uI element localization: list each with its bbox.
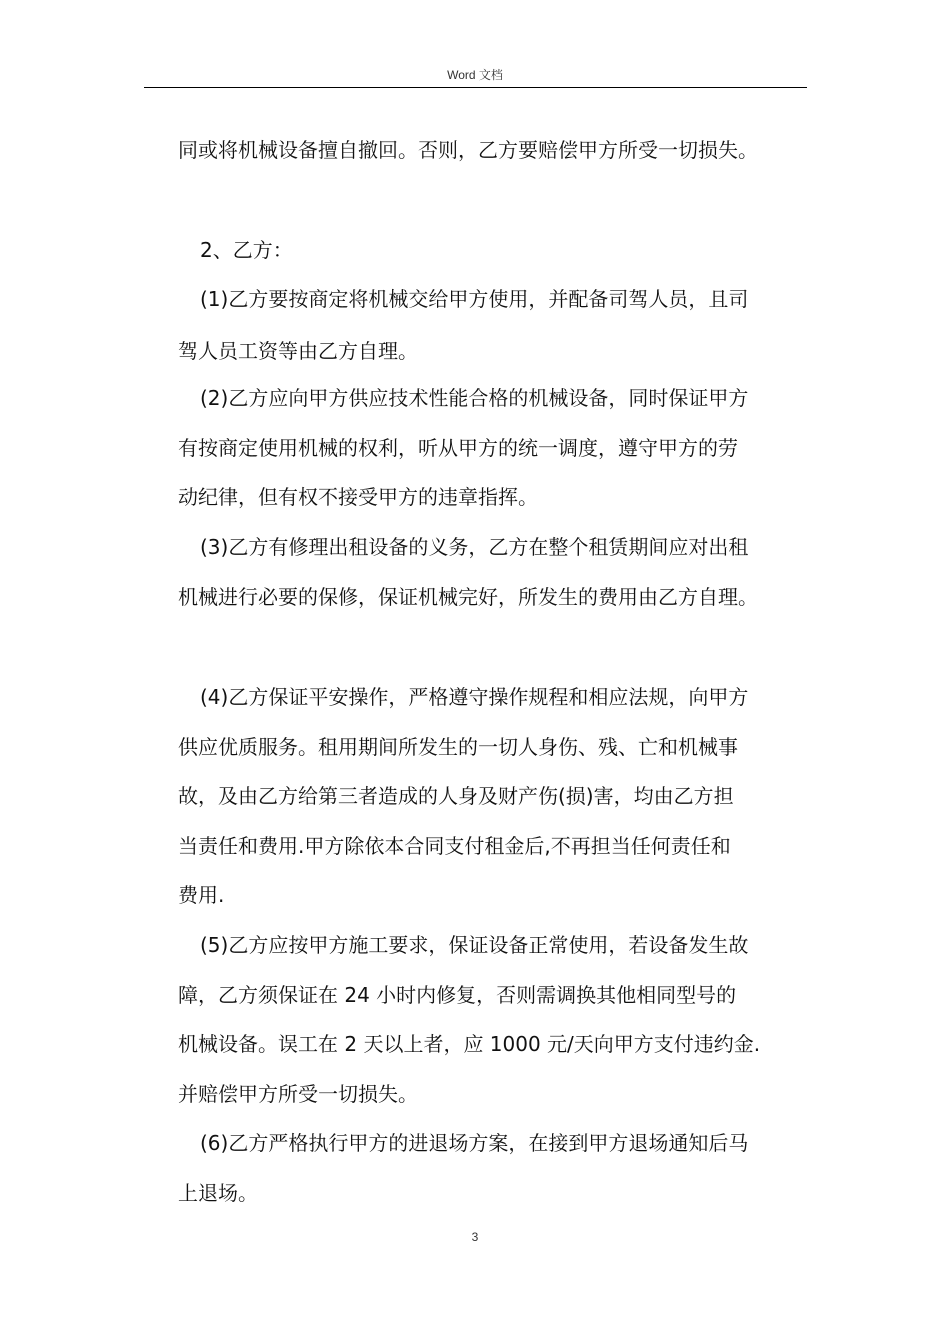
text-line: 机械进行必要的保修，保证机械完好，所发生的费用由乙方自理。	[178, 585, 758, 609]
text-line: (5)乙方应按甲方施工要求，保证设备正常使用，若设备发生故	[200, 933, 749, 957]
text-line: (4)乙方保证平安操作，严格遵守操作规程和相应法规，向甲方	[200, 685, 749, 709]
text-line: 动纪律，但有权不接受甲方的违章指挥。	[178, 485, 538, 509]
text-line: 机械设备。误工在 2 天以上者，应 1000 元/天向甲方支付违约金.	[178, 1032, 761, 1056]
text-line: (6)乙方严格执行甲方的进退场方案，在接到甲方退场通知后马	[200, 1131, 749, 1155]
header-title: Word 文档	[447, 68, 503, 82]
text-line: 上退场。	[178, 1181, 258, 1205]
text-line: 费用.	[178, 883, 225, 907]
text-line: 驾人员工资等由乙方自理。	[178, 339, 418, 363]
text-line: 并赔偿甲方所受一切损失。	[178, 1082, 418, 1106]
text-line: (3)乙方有修理出租设备的义务，乙方在整个租赁期间应对出租	[200, 535, 749, 559]
text-line: (1)乙方要按商定将机械交给甲方使用，并配备司驾人员，且司	[200, 287, 749, 311]
text-line: 同或将机械设备擅自撤回。否则，乙方要赔偿甲方所受一切损失。	[178, 138, 758, 162]
text-line: 故，及由乙方给第三者造成的人身及财产伤(损)害，均由乙方担	[178, 784, 734, 808]
text-line: 有按商定使用机械的权利，听从甲方的统一调度，遵守甲方的劳	[178, 436, 738, 460]
text-line: 障，乙方须保证在 24 小时内修复，否则需调换其他相同型号的	[178, 983, 737, 1007]
section-heading: 2、乙方：	[200, 238, 293, 262]
text-line: (2)乙方应向甲方供应技术性能合格的机械设备，同时保证甲方	[200, 386, 749, 410]
text-line: 供应优质服务。租用期间所发生的一切人身伤、残、亡和机械事	[178, 735, 738, 759]
text-line: 当责任和费用.甲方除依本合同支付租金后,不再担当任何责任和	[178, 834, 731, 858]
header-divider	[144, 87, 807, 88]
page-number: 3	[471, 1230, 479, 1244]
